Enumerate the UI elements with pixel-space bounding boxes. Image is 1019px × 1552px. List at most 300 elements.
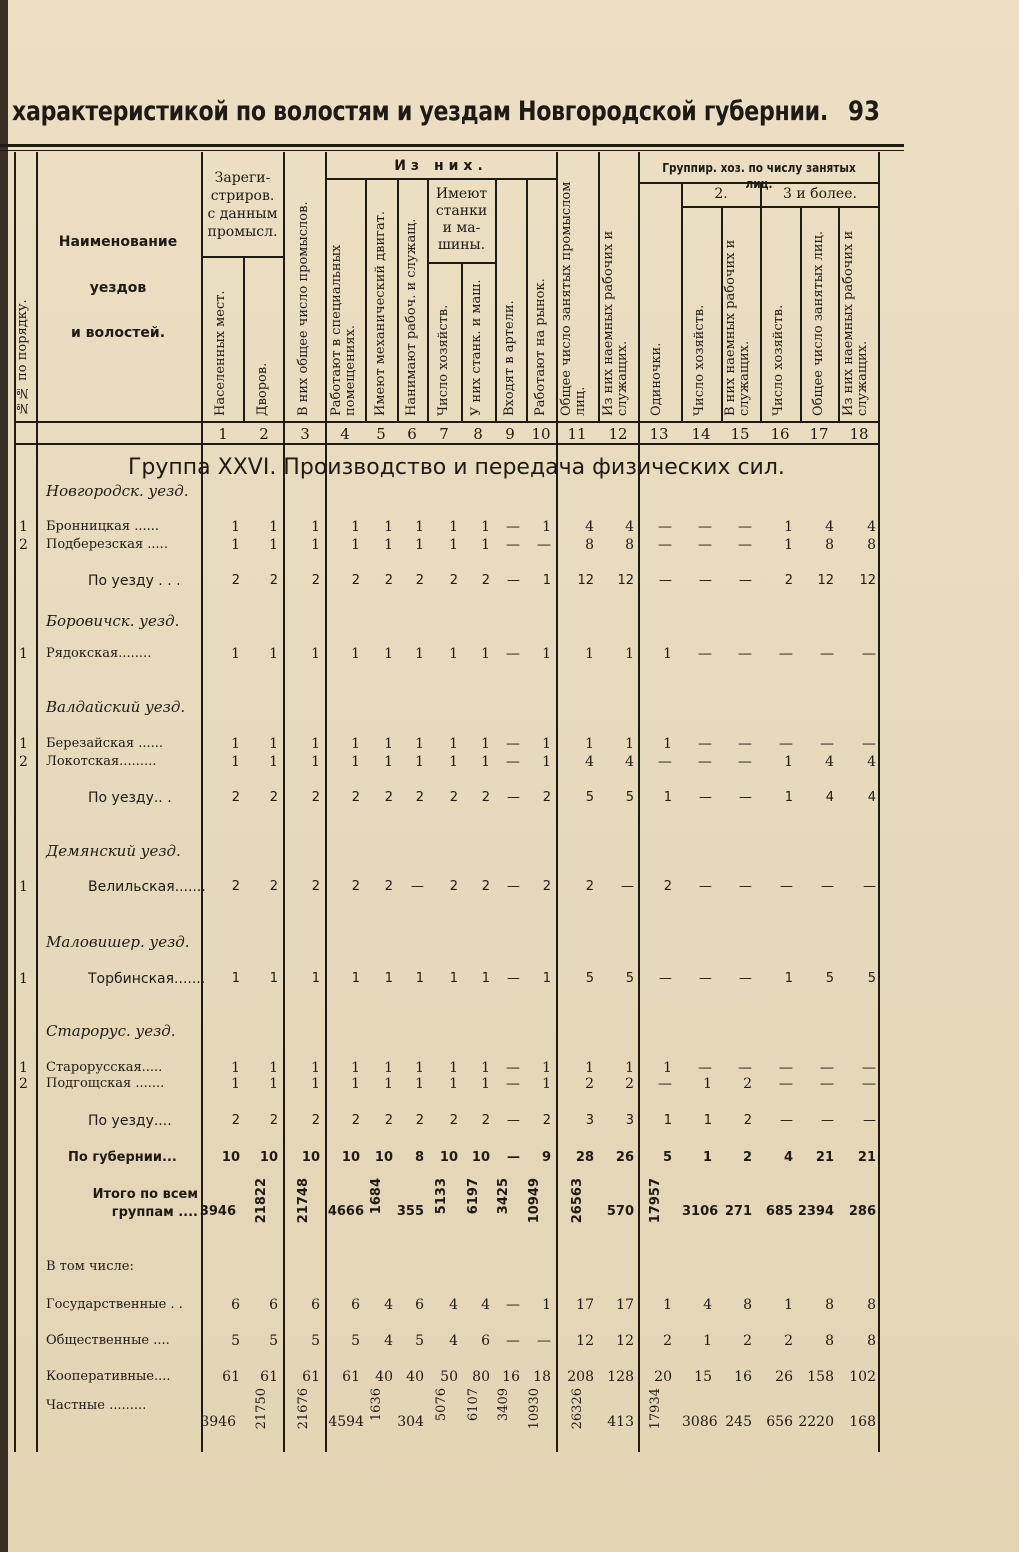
- col-header-order: №№ по порядку.: [15, 299, 30, 415]
- col-header-machines-1: Имеют: [435, 186, 488, 202]
- row-label: Старорусская.....: [46, 1060, 163, 1075]
- table-cell: 1: [625, 1060, 634, 1076]
- table-cell: 16: [734, 1369, 752, 1385]
- table-cell: 1636: [369, 1388, 384, 1422]
- col-divider: [397, 178, 399, 421]
- row-label: Общественные ....: [46, 1333, 170, 1348]
- table-cell: 18: [533, 1369, 551, 1385]
- table-cell: 1: [415, 736, 424, 752]
- col-header-13: Одиночки.: [649, 342, 664, 416]
- table-cell: 2: [481, 790, 490, 805]
- col-divider: [243, 256, 245, 421]
- table-cell: 128: [607, 1369, 634, 1385]
- table-cell: —: [698, 519, 712, 535]
- table-cell: 5: [415, 1333, 424, 1349]
- col-number: 1: [218, 425, 228, 443]
- col-header-registered-1: Зареги-: [214, 170, 271, 186]
- row-label: Березайская ......: [46, 736, 164, 751]
- table-cell: —: [658, 537, 672, 553]
- table-cell: —: [738, 519, 752, 535]
- header-number-rule: [14, 443, 878, 445]
- table-cell: 4: [384, 1333, 393, 1349]
- table-cell: 1: [384, 537, 393, 553]
- table-cell: 1: [784, 790, 793, 805]
- col-header-9: Входят в артели.: [502, 300, 517, 416]
- table-cell: 1: [269, 736, 278, 752]
- table-cell: —: [739, 790, 752, 805]
- table-cell: 1: [311, 754, 320, 770]
- table-cell: 685: [765, 1204, 793, 1219]
- col-number: 7: [439, 425, 449, 443]
- table-cell: —: [537, 1333, 551, 1349]
- table-cell: 10: [221, 1150, 240, 1165]
- table-cell: 61: [342, 1369, 360, 1385]
- col-header-15: В них наемных рабочих и служащих.: [723, 239, 752, 416]
- table-cell: 2: [384, 573, 393, 588]
- table-cell: 1: [663, 646, 672, 662]
- table-cell: 245: [725, 1414, 752, 1430]
- col-divider: [495, 178, 497, 421]
- table-cell: 2: [311, 879, 320, 894]
- row-number: 2: [19, 754, 28, 770]
- table-cell: 2: [231, 790, 240, 805]
- table-cell: 8: [414, 1150, 424, 1165]
- table-cell: 4: [825, 790, 834, 805]
- table-cell: 1: [269, 519, 278, 535]
- table-cell: 1: [231, 537, 240, 553]
- table-cell: 1: [542, 519, 551, 535]
- uezd-heading: Старорус. уезд.: [46, 1022, 176, 1040]
- table-cell: 2: [269, 573, 278, 588]
- table-cell: 1: [585, 646, 594, 662]
- table-cell: 1: [481, 646, 490, 662]
- table-cell: 1: [585, 1060, 594, 1076]
- row-number: 1: [19, 879, 28, 895]
- table-cell: 50: [440, 1369, 458, 1385]
- table-cell: 2: [231, 879, 240, 894]
- table-cell: —: [738, 537, 752, 553]
- table-cell: 6: [415, 1297, 424, 1313]
- col-number: 15: [730, 425, 750, 443]
- table-cell: 1: [481, 754, 490, 770]
- table-cell: —: [780, 1113, 793, 1128]
- table-cell: —: [621, 879, 634, 894]
- table-cell: 3946: [199, 1204, 236, 1219]
- table-cell: 1: [784, 537, 793, 553]
- table-cell: —: [506, 537, 520, 553]
- col-header-18: Из них наемных рабочих и служащих.: [841, 230, 870, 416]
- col-number: 6: [407, 425, 417, 443]
- table-cell: 1: [384, 646, 393, 662]
- table-cell: 8: [625, 537, 634, 553]
- table-cell: —: [506, 736, 520, 752]
- table-cell: 2: [663, 1333, 672, 1349]
- table-cell: 28: [575, 1150, 594, 1165]
- table-cell: —: [739, 971, 752, 986]
- table-cell: 2: [542, 879, 551, 894]
- table-cell: 10: [471, 1150, 490, 1165]
- col-number: 18: [849, 425, 869, 443]
- col-header-8: У них станк. и маш.: [469, 279, 484, 416]
- table-cell: 1: [384, 754, 393, 770]
- table-cell: 1: [351, 736, 360, 752]
- table-cell: 1: [481, 971, 490, 986]
- row-label: Государственные . .: [46, 1297, 183, 1312]
- table-cell: 4: [625, 519, 634, 535]
- table-cell: 2: [449, 573, 458, 588]
- table-cell: 1: [449, 1060, 458, 1076]
- table-cell: —: [863, 879, 876, 894]
- table-cell: 10: [341, 1150, 360, 1165]
- table-cell: 2: [311, 573, 320, 588]
- table-cell: 1: [663, 790, 672, 805]
- table-cell: 1: [384, 736, 393, 752]
- col-number: 17: [809, 425, 829, 443]
- row-number: 2: [19, 537, 28, 553]
- table-cell: 1: [449, 519, 458, 535]
- table-cell: 61: [222, 1369, 240, 1385]
- table-cell: 2: [351, 573, 360, 588]
- table-cell: —: [821, 1113, 834, 1128]
- table-cell: 1: [269, 754, 278, 770]
- col-divider: [201, 152, 203, 1452]
- table-cell: 3: [625, 1113, 634, 1128]
- table-cell: 1: [663, 1060, 672, 1076]
- table-cell: 21: [815, 1150, 834, 1165]
- table-cell: 1: [784, 754, 793, 770]
- col-header-machines-3: и ма-: [442, 220, 481, 236]
- table-cell: 2: [743, 1076, 752, 1092]
- row-label: По уезду....: [88, 1113, 172, 1129]
- table-cell: 4: [481, 1297, 490, 1313]
- table-cell: 413: [607, 1414, 634, 1430]
- row-number: 1: [19, 971, 28, 987]
- table-cell: 10: [374, 1150, 393, 1165]
- table-cell: —: [506, 646, 520, 662]
- table-cell: —: [738, 646, 752, 662]
- table-cell: 1: [384, 1076, 393, 1092]
- table-cell: 5133: [434, 1178, 449, 1215]
- table-cell: 1: [784, 971, 793, 986]
- table-cell: 304: [397, 1414, 424, 1430]
- row-label: Локотская.........: [46, 754, 157, 769]
- table-cell: —: [821, 879, 834, 894]
- row-number: 1: [19, 519, 28, 535]
- table-cell: 2394: [797, 1204, 834, 1219]
- table-cell: 4: [825, 754, 834, 770]
- table-cell: —: [779, 646, 793, 662]
- row-label: Торбинская.......: [88, 971, 206, 987]
- table-cell: 1: [625, 646, 634, 662]
- col-header-14: Число хозяйств.: [692, 304, 707, 416]
- table-cell: 8: [867, 1333, 876, 1349]
- table-cell: 1: [231, 754, 240, 770]
- table-cell: 10: [439, 1150, 458, 1165]
- table-cell: 1: [351, 971, 360, 986]
- table-cell: 6107: [466, 1388, 481, 1422]
- col-number: 9: [505, 425, 515, 443]
- table-cell: 1: [269, 537, 278, 553]
- col-header-name-3: и волостей.: [70, 325, 166, 341]
- row-label: Кооперативные....: [46, 1369, 171, 1384]
- table-cell: 15: [694, 1369, 712, 1385]
- table-cell: 2: [585, 879, 594, 894]
- table-cell: 1: [625, 736, 634, 752]
- table-cell: 2: [743, 1113, 752, 1128]
- table-cell: 3425: [496, 1178, 511, 1215]
- table-cell: —: [862, 736, 876, 752]
- table-cell: 2: [449, 1113, 458, 1128]
- col-header-grouping: Группир. хоз. по числу занятых лиц.: [662, 161, 856, 191]
- header-rule: [427, 262, 495, 264]
- row-label: Велильская.......: [88, 879, 206, 895]
- table-cell: —: [698, 646, 712, 662]
- col-header-name-1: Наименование: [58, 234, 178, 250]
- table-cell: 21: [857, 1150, 876, 1165]
- table-cell: 3106: [682, 1204, 719, 1219]
- row-label: Рядокская........: [46, 646, 152, 661]
- col-header-g2: 2.: [714, 186, 728, 202]
- row-label: Частные .........: [46, 1398, 147, 1413]
- table-cell: 3: [585, 1113, 594, 1128]
- col-number: 13: [649, 425, 669, 443]
- table-cell: 2: [784, 1333, 793, 1349]
- table-cell: 4: [783, 1150, 793, 1165]
- top-rule-thin: [0, 150, 904, 151]
- table-cell: 1: [449, 537, 458, 553]
- table-cell: 5: [231, 1333, 240, 1349]
- table-cell: 17: [576, 1297, 594, 1313]
- table-cell: 1: [269, 646, 278, 662]
- table-cell: 1: [269, 1076, 278, 1092]
- col-divider: [461, 262, 463, 421]
- table-cell: 2: [542, 1113, 551, 1128]
- row-number: 2: [19, 1076, 28, 1092]
- table-cell: 20: [654, 1369, 672, 1385]
- table-cell: 1: [311, 537, 320, 553]
- table-cell: 6: [351, 1297, 360, 1313]
- table-cell: 3409: [496, 1388, 511, 1422]
- book-spine: [0, 0, 8, 1552]
- col-divider: [800, 206, 802, 421]
- row-label: Бронницкая ......: [46, 519, 160, 534]
- table-cell: —: [507, 790, 520, 805]
- table-cell: 2: [449, 790, 458, 805]
- uezd-heading: Новгородск. уезд.: [46, 482, 189, 500]
- table-cell: 4: [449, 1297, 458, 1313]
- table-cell: 2: [231, 1113, 240, 1128]
- col-number: 5: [376, 425, 386, 443]
- table-cell: —: [507, 971, 520, 986]
- table-cell: 2: [415, 790, 424, 805]
- table-cell: 2: [481, 1113, 490, 1128]
- table-cell: 2: [742, 1150, 752, 1165]
- table-cell: 5: [867, 971, 876, 986]
- table-cell: —: [507, 573, 520, 588]
- table-cell: —: [507, 879, 520, 894]
- table-cell: 2: [231, 573, 240, 588]
- table-cell: —: [537, 537, 551, 553]
- table-cell: 1684: [369, 1178, 384, 1215]
- table-cell: 6: [481, 1333, 490, 1349]
- table-cell: 80: [472, 1369, 490, 1385]
- col-number: 11: [567, 425, 587, 443]
- table-cell: 1: [231, 971, 240, 986]
- table-cell: 21748: [296, 1178, 311, 1224]
- table-cell: 4: [625, 754, 634, 770]
- table-cell: 1: [415, 1076, 424, 1092]
- page-title: характеристикой по волостям и уездам Новгородской губернии.: [12, 96, 828, 127]
- table-cell: 2: [481, 879, 490, 894]
- table-cell: —: [820, 1060, 834, 1076]
- table-cell: 1: [702, 1150, 712, 1165]
- table-cell: 2: [743, 1333, 752, 1349]
- table-cell: 1: [351, 1076, 360, 1092]
- table-cell: 1: [231, 736, 240, 752]
- table-cell: 2: [384, 790, 393, 805]
- table-cell: 5: [585, 971, 594, 986]
- uezd-heading: Маловишер. уезд.: [46, 933, 190, 951]
- row-label: Подберезская .....: [46, 537, 168, 552]
- table-cell: 17: [616, 1297, 634, 1313]
- col-header-1: Населенных мест.: [213, 290, 228, 416]
- table-cell: 570: [606, 1204, 634, 1219]
- table-cell: 5: [269, 1333, 278, 1349]
- table-cell: 26: [775, 1369, 793, 1385]
- table-cell: 1: [415, 646, 424, 662]
- table-cell: 4: [585, 754, 594, 770]
- table-cell: 1: [481, 519, 490, 535]
- col-header-name-2: уездов: [89, 280, 147, 296]
- table-cell: —: [658, 1076, 672, 1092]
- table-cell: 1: [449, 1076, 458, 1092]
- table-cell: —: [863, 1113, 876, 1128]
- header-bottom-rule: [14, 421, 878, 423]
- table-cell: 2: [625, 1076, 634, 1092]
- table-cell: 26563: [570, 1178, 585, 1224]
- table-cell: —: [738, 754, 752, 770]
- table-cell: 2: [415, 1113, 424, 1128]
- col-divider: [838, 206, 840, 421]
- table-cell: 1: [703, 1333, 712, 1349]
- table-cell: 5: [351, 1333, 360, 1349]
- table-cell: 355: [396, 1204, 424, 1219]
- table-cell: 4: [867, 519, 876, 535]
- table-cell: 2: [269, 790, 278, 805]
- table-cell: 8: [743, 1297, 752, 1313]
- row-number: 1: [19, 736, 28, 752]
- table-cell: —: [698, 1060, 712, 1076]
- group-title: Группа XXVI. Производство и передача физических сил.: [128, 455, 785, 480]
- col-header-registered-3: с данным: [207, 206, 278, 222]
- table-cell: 4: [585, 519, 594, 535]
- table-cell: 1: [231, 646, 240, 662]
- table-cell: 1: [351, 537, 360, 553]
- col-header-3: В них общее число промыслов.: [296, 201, 311, 416]
- header-rule: [325, 178, 556, 180]
- col-header-17: Общее число занятых лиц.: [811, 231, 826, 416]
- table-cell: 26: [615, 1150, 634, 1165]
- table-cell: 1: [703, 1113, 712, 1128]
- table-cell: 40: [406, 1369, 424, 1385]
- table-cell: 1: [415, 754, 424, 770]
- table-cell: 2: [481, 573, 490, 588]
- col-header-registered-2: стриров.: [210, 188, 275, 204]
- table-cell: 2: [542, 790, 551, 805]
- table-cell: 2: [449, 879, 458, 894]
- table-cell: —: [506, 1060, 520, 1076]
- col-header-16: Число хозяйств.: [771, 304, 786, 416]
- table-cell: 2: [585, 1076, 594, 1092]
- table-cell: 1: [311, 1076, 320, 1092]
- table-cell: 21676: [296, 1388, 311, 1430]
- table-cell: —: [506, 1076, 520, 1092]
- table-cell: 2: [384, 1113, 393, 1128]
- table-cell: —: [739, 879, 752, 894]
- table-cell: 17934: [648, 1388, 663, 1430]
- table-cell: 21750: [254, 1388, 269, 1430]
- table-cell: 1: [415, 519, 424, 535]
- table-cell: —: [506, 1333, 520, 1349]
- col-header-4: Работают в специальных помещениях.: [329, 244, 358, 416]
- table-cell: 2: [351, 879, 360, 894]
- col-number: 14: [691, 425, 711, 443]
- table-cell: 2: [784, 573, 793, 588]
- table-cell: —: [658, 754, 672, 770]
- table-cell: 158: [807, 1369, 834, 1385]
- table-cell: 286: [848, 1204, 876, 1219]
- table-cell: 1: [351, 519, 360, 535]
- table-cell: 102: [849, 1369, 876, 1385]
- table-cell: 5: [625, 790, 634, 805]
- table-cell: 1: [449, 646, 458, 662]
- table-cell: —: [698, 736, 712, 752]
- table-cell: 4: [703, 1297, 712, 1313]
- table-cell: —: [738, 1060, 752, 1076]
- table-cell: 1: [415, 971, 424, 986]
- table-cell: —: [779, 1076, 793, 1092]
- table-cell: 656: [766, 1414, 793, 1430]
- table-cell: 2: [269, 1113, 278, 1128]
- col-number: 16: [770, 425, 790, 443]
- table-cell: 5: [311, 1333, 320, 1349]
- table-cell: —: [699, 879, 712, 894]
- table-cell: —: [658, 519, 672, 535]
- table-cell: 2: [311, 1113, 320, 1128]
- table-cell: 2: [311, 790, 320, 805]
- table-cell: 2220: [798, 1414, 834, 1430]
- table-cell: 1: [311, 1060, 320, 1076]
- table-cell: 3946: [200, 1414, 236, 1430]
- table-cell: 2: [415, 573, 424, 588]
- col-divider: [598, 152, 600, 421]
- table-cell: 12: [859, 573, 876, 588]
- table-cell: 2: [351, 790, 360, 805]
- table-cell: 1: [481, 1076, 490, 1092]
- row-label: По уезду . . .: [88, 573, 181, 589]
- col-divider: [325, 152, 327, 1452]
- table-cell: —: [699, 573, 712, 588]
- table-cell: 5: [825, 971, 834, 986]
- table-cell: 1: [231, 1076, 240, 1092]
- table-cell: —: [699, 790, 712, 805]
- table-cell: —: [779, 1060, 793, 1076]
- table-cell: 40: [375, 1369, 393, 1385]
- table-cell: 6: [311, 1297, 320, 1313]
- table-cell: 5076: [434, 1388, 449, 1422]
- col-divider: [556, 152, 558, 1452]
- col-divider: [638, 152, 640, 1452]
